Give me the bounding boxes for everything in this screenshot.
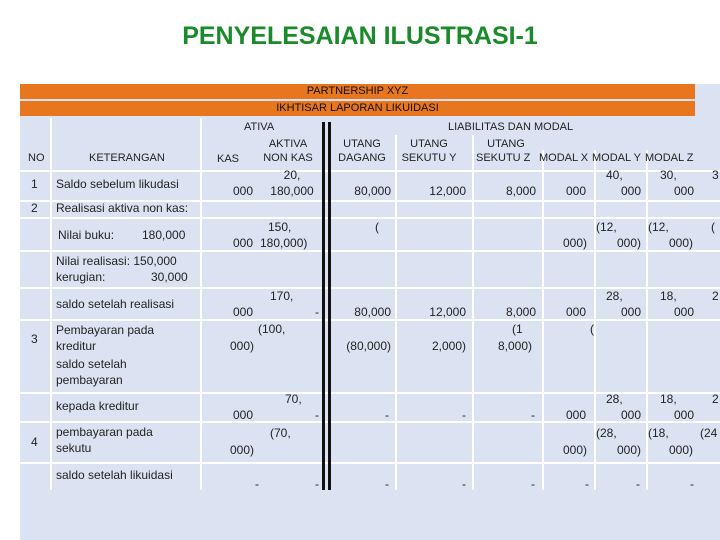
cell-modal-z: 000 <box>674 408 695 422</box>
cell-utang-dagang: ( <box>375 220 379 234</box>
header-modal-z: MODAL Z <box>645 152 694 164</box>
cell-modal-y: 000) <box>617 443 642 457</box>
row-label: saldo setelah likuidasi <box>56 468 173 482</box>
cell-kas: 70, <box>285 392 302 406</box>
cell-modal-y: 000 <box>621 408 642 422</box>
cell-kas: 000 <box>233 236 254 250</box>
row-label: Realisasi aktiva non kas: <box>56 201 189 215</box>
cell-kas: (100, <box>258 322 286 336</box>
cell-modal-z: 18, <box>660 289 677 303</box>
cell-aktiva-non-kas: - <box>315 305 319 319</box>
cell-modal-y: (12, <box>596 220 617 234</box>
cell-modal-y: (28, <box>596 426 617 440</box>
cell-modal-x: 000) <box>563 236 588 250</box>
cell-sekutu-y: 12,000 <box>429 305 466 319</box>
column-divider <box>395 135 397 490</box>
cell-modal-y: 28, <box>606 289 623 303</box>
header-aktiva: AKTIVA <box>268 138 308 150</box>
column-divider <box>542 150 544 490</box>
cell-aktiva-non-kas: 20, <box>283 168 301 182</box>
cell-sekutu-y: 2,000) <box>431 339 466 353</box>
cell-sekutu-z: 8,000) <box>498 339 533 353</box>
row-label: pembayaran <box>56 373 123 387</box>
cell-utang-dagang: 80,000 <box>354 305 391 319</box>
cell-utang-dagang: - <box>385 408 389 422</box>
header-utang-dagang: UTANG <box>343 138 381 150</box>
cell-aktiva-non-kas: 180,000) <box>260 236 308 250</box>
cell-modal-z: 000 <box>674 305 695 319</box>
header-ativa: ATIVA <box>244 121 275 133</box>
header-modal-y: MODAL Y <box>592 152 641 164</box>
header-liabilitas: LIABILITAS DAN MODAL <box>448 121 574 133</box>
cell-modal-x: 000) <box>563 443 588 457</box>
cell-kas: 000) <box>230 339 255 353</box>
row-label: sekutu <box>56 441 92 455</box>
header-kas: KAS <box>217 153 240 165</box>
cell-modal-z: 18, <box>660 392 677 406</box>
cell-aktiva-non-kas: 180,000 <box>270 184 314 198</box>
cell-overflow: (24 <box>700 426 718 440</box>
cell-kas: 150, <box>268 220 292 234</box>
cell-modal-z: 000) <box>669 236 694 250</box>
report-band: IKHTISAR LAPORAN LIKUIDASI <box>20 101 695 116</box>
cell-modal-z: - <box>690 477 694 491</box>
header-dagang: DAGANG <box>338 152 386 164</box>
cell-sekutu-y: 12,000 <box>429 184 466 198</box>
cell-sekutu-z: (1 <box>512 322 523 336</box>
cell-utang-dagang: (80,000) <box>346 339 391 353</box>
header-no: NO <box>28 152 45 164</box>
row-label: Saldo sebelum likudasi <box>56 177 179 191</box>
double-rule <box>328 122 331 490</box>
cell-kas: - <box>255 477 259 491</box>
header-keterangan: KETERANGAN <box>89 152 165 164</box>
row-divider <box>20 250 720 252</box>
cell-kas: 000 <box>233 305 254 319</box>
cell-overflow: 2 <box>712 289 719 303</box>
cell-utang-dagang: - <box>385 477 389 491</box>
header-sekutu-z: SEKUTU Z <box>476 152 531 164</box>
cell-modal-y: 28, <box>606 392 623 406</box>
cell-overflow: 2 <box>712 392 719 406</box>
cell-modal-z: (18, <box>648 426 669 440</box>
cell-sekutu-y: - <box>462 408 466 422</box>
row-label: Pembayaran pada <box>56 323 155 337</box>
company-band: PARTNERSHIP XYZ <box>20 84 695 99</box>
row-label: kerugian: <box>56 270 106 284</box>
cell-modal-y: - <box>636 477 640 491</box>
cell-modal-z: (12, <box>648 220 669 234</box>
cell-aktiva-non-kas: - <box>315 477 319 491</box>
cell-utang-dagang: 80,000 <box>354 184 391 198</box>
row-label: saldo setelah realisasi <box>56 297 175 311</box>
cell-modal-x: 000 <box>566 184 587 198</box>
row-label: pembayaran pada <box>56 425 153 439</box>
page-title: PENYELESAIAN ILUSTRASI-1 <box>182 22 538 50</box>
row-number: 4 <box>31 435 38 449</box>
row-divider <box>20 462 720 464</box>
row-label: Nilai buku: <box>58 228 115 242</box>
double-rule <box>322 122 325 490</box>
cell-modal-z: 30, <box>660 168 677 182</box>
header-modal-x: MODAL X <box>539 152 589 164</box>
cell-modal-y: 40, <box>606 168 623 182</box>
cell-modal-y: 000 <box>621 184 642 198</box>
row-label: kepada kreditur <box>56 399 139 413</box>
cell-modal-x: ( <box>590 322 594 336</box>
cell-sekutu-y: - <box>462 477 466 491</box>
cell-kas: 000) <box>230 443 255 457</box>
row-label: kreditur <box>56 339 97 353</box>
row-label-value: 180,000 <box>142 228 186 242</box>
column-divider <box>472 135 474 490</box>
cell-kas: (70, <box>270 426 291 440</box>
column-divider <box>200 118 202 490</box>
cell-aktiva-non-kas: - <box>315 408 319 422</box>
row-label-value: 30,000 <box>151 270 188 284</box>
cell-modal-y: 000 <box>621 305 642 319</box>
row-label: saldo setelah <box>56 357 127 371</box>
header-sekutu-y: SEKUTU Y <box>401 152 457 164</box>
row-number: 2 <box>31 201 38 215</box>
row-divider <box>20 421 720 423</box>
cell-sekutu-z: 8,000 <box>505 305 536 319</box>
cell-overflow: 3 <box>712 168 719 182</box>
cell-modal-y: 000) <box>617 236 642 250</box>
cell-sekutu-z: 8,000 <box>505 184 536 198</box>
cell-modal-x: 000 <box>566 408 587 422</box>
cell-kas: 170, <box>270 289 294 303</box>
cell-sekutu-z: - <box>531 408 535 422</box>
cell-modal-z: 000 <box>674 184 695 198</box>
cell-overflow: ( <box>711 220 715 234</box>
cell-modal-z: 000) <box>669 443 694 457</box>
cell-kas: 000 <box>233 184 254 198</box>
header-utang-sekutu-y: UTANG <box>410 138 448 150</box>
cell-modal-x: - <box>585 477 589 491</box>
cell-sekutu-z: - <box>531 477 535 491</box>
header-non-kas: NON KAS <box>263 152 313 164</box>
cell-kas: 000 <box>233 408 254 422</box>
column-divider <box>50 118 52 490</box>
row-divider <box>20 217 720 219</box>
cell-modal-x: 000 <box>566 305 587 319</box>
row-number: 1 <box>31 177 38 191</box>
row-label: Nilai realisasi: 150,000 <box>56 254 177 268</box>
header-utang-sekutu-z: UTANG <box>487 138 525 150</box>
row-number: 3 <box>31 332 38 346</box>
